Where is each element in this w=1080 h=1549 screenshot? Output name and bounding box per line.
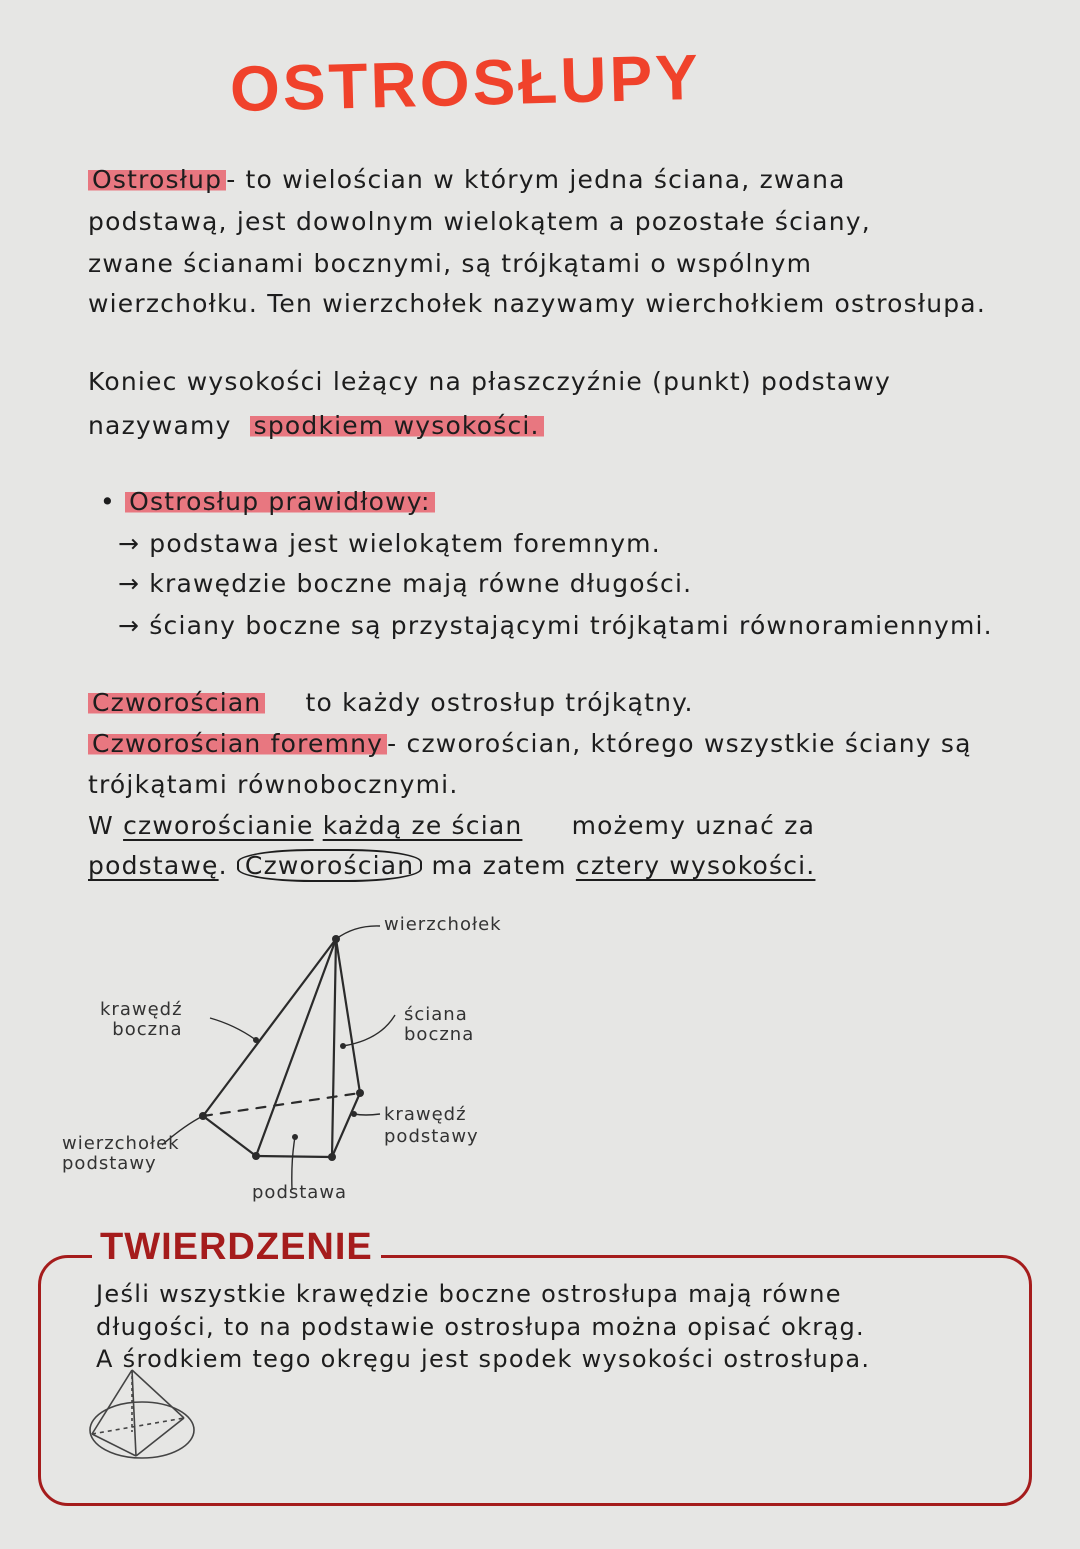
bullet: • (100, 487, 126, 516)
tetra-line-2-rest: - czworościan, którego wszystkie ściany są (387, 729, 972, 758)
definition-line-4: wierzchołku. Ten wierzchołek nazywamy wierchołkiem ostrosłupa. (88, 289, 986, 318)
sketch-edge (92, 1370, 132, 1434)
theorem-title: TWIERDZENIE (92, 1226, 381, 1269)
tetra-line-5 (88, 851, 815, 881)
apex-leader (336, 926, 380, 939)
tetra-line-1 (88, 688, 694, 718)
lateral-edge (256, 939, 336, 1156)
regular-item: → ściany boczne są przystającymi trójkątami równoramiennymi. (118, 611, 993, 640)
vertices (199, 935, 364, 1161)
definition-line-1-rest: - to wielościan w którym jedna ściana, zwana (226, 165, 846, 194)
theorem-line-1: Jeśli wszystkie krawędzie boczne ostrosłupa mają równe (96, 1280, 842, 1308)
inscribed-pyramid-sketch (84, 1362, 204, 1472)
base-circle (90, 1402, 194, 1458)
foot-line-1: Koniec wysokości leżący na płaszczyźnie (punkt) podstawy (88, 367, 892, 396)
base-edge-leader (354, 1114, 380, 1115)
label-apex: wierzchołek (384, 914, 502, 935)
tetra-underlined: każdą ze ścian (322, 811, 523, 840)
tetra-underlined: czworościanie (123, 811, 314, 840)
label-lateral-edge: krawędź boczna (100, 999, 183, 1040)
tetra-word: ma zatem (431, 851, 567, 880)
tetra-underlined: cztery wysokości. (575, 851, 816, 880)
tetra-word: W (88, 811, 114, 840)
tetra-underlined: podstawę (88, 851, 219, 880)
tetra-word: . (218, 851, 228, 880)
foot-line-2-pre: nazywamy (88, 411, 232, 440)
regular-heading-text: Ostrosłup prawidłowy: (125, 487, 435, 516)
label-lateral-face: ściana boczna (404, 1004, 475, 1045)
tetra-circled: Czworościan (237, 849, 422, 882)
regular-item: → krawędzie boczne mają równe długości. (118, 569, 693, 598)
pyramid-edges (203, 939, 360, 1157)
sketch-base-edge (92, 1418, 184, 1434)
sketch-strokes (90, 1370, 194, 1458)
regular-heading (100, 487, 435, 517)
lateral-edge (336, 939, 360, 1093)
theorem-line-2: długości, to na podstawie ostrosłupa można opisać okrąg. (96, 1313, 865, 1341)
definition-line-3: zwane ścianami bocznymi, są trójkątami o wspólnym (88, 249, 813, 278)
lateral-edge (203, 939, 336, 1116)
base-vertex-dot (328, 1153, 336, 1161)
base-edge (256, 1156, 332, 1157)
definition-line-2: podstawą, jest dowolnym wielokątem a pozostałe ściany, (88, 207, 871, 236)
label-base: podstawa (252, 1182, 348, 1203)
theorem-line-3: A środkiem tego okręgu jest spodek wysokości ostrosłupa. (96, 1345, 871, 1373)
tetra-term-1: Czworościan (88, 688, 265, 717)
tetra-word: możemy uznać za (571, 811, 816, 840)
base-vertex-dot (356, 1089, 364, 1097)
label-base-edge: krawędź podstawy (384, 1104, 479, 1147)
lateral-edge-leader (210, 1018, 256, 1040)
base-vertex-dot (252, 1152, 260, 1160)
base-edge (203, 1116, 256, 1156)
tetra-line-4 (88, 811, 815, 841)
label-base-vertex: wierzchołek podstawy (62, 1133, 180, 1174)
lateral-edge (332, 939, 336, 1157)
tetra-line-1-rest: to każdy ostrosłup trójkątny. (305, 688, 694, 717)
foot-line-2 (88, 411, 544, 441)
definition-line-1 (88, 165, 846, 195)
hidden-base-edge (203, 1093, 360, 1116)
page-title: OSTROSŁUPY (229, 40, 702, 126)
leader-lines (162, 926, 395, 1190)
foot-term: spodkiem wysokości. (250, 411, 544, 440)
tetra-line-2 (88, 729, 972, 759)
definition-term: Ostrosłup (88, 165, 226, 194)
tetra-line-3: trójkątami równobocznymi. (88, 770, 459, 799)
sketch-edge (132, 1370, 184, 1418)
tetra-term-2: Czworościan foremny (88, 729, 387, 758)
regular-item: → podstawa jest wielokątem foremnym. (118, 529, 661, 558)
base-edge (332, 1093, 360, 1157)
